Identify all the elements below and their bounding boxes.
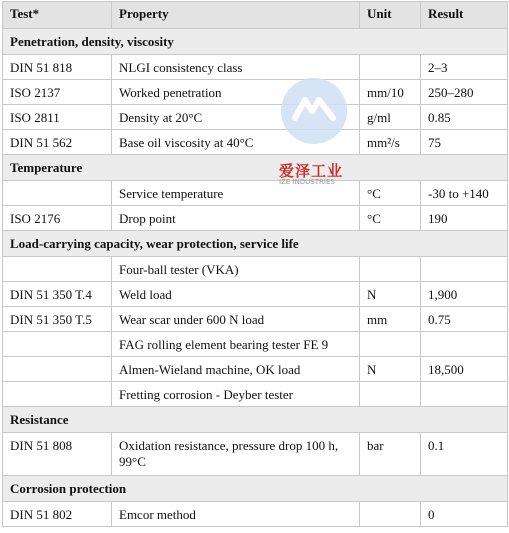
cell-test: ISO 2137: [3, 80, 112, 105]
watermark-subtext: IZE INDUSTRIES: [279, 178, 335, 186]
cell-test: ISO 2811: [3, 105, 112, 130]
table-row: [3, 357, 508, 382]
watermark-text: 爱泽工业: [279, 162, 344, 180]
section-row: [3, 231, 508, 257]
cell-result: 0: [421, 502, 508, 527]
table-header-row: [3, 2, 508, 29]
header-property: Property: [112, 2, 360, 29]
section-row: [3, 29, 508, 55]
cell-property: Density at 20°C: [112, 105, 360, 130]
cell-property: Almen-Wieland machine, OK load: [112, 357, 360, 382]
cell-unit: N: [360, 357, 421, 382]
cell-unit: °C: [360, 206, 421, 231]
header-test: Test*: [3, 2, 112, 29]
cell-result: 75: [421, 130, 508, 155]
table-row: [3, 332, 508, 357]
cell-result: 190: [421, 206, 508, 231]
table-row: [3, 55, 508, 80]
cell-unit: mm²/s: [360, 130, 421, 155]
cell-property: NLGI consistency class: [112, 55, 360, 80]
table-body: [3, 29, 508, 527]
cell-test: DIN 51 562: [3, 130, 112, 155]
section-title: Temperature: [3, 155, 508, 181]
cell-unit: mm/10: [360, 80, 421, 105]
table-row: [3, 181, 508, 206]
table-row: [3, 502, 508, 527]
table-row: [3, 130, 508, 155]
cell-property: Four-ball tester (VKA): [112, 257, 360, 282]
cell-unit: [360, 382, 421, 407]
cell-unit: mm: [360, 307, 421, 332]
cell-property: Fretting corrosion - Deyber tester: [112, 382, 360, 407]
cell-result: 0.75: [421, 307, 508, 332]
table-row: [3, 382, 508, 407]
cell-property: Worked penetration: [112, 80, 360, 105]
header-unit: Unit: [360, 2, 421, 29]
cell-result: 0.85: [421, 105, 508, 130]
cell-unit: [360, 55, 421, 80]
cell-unit: N: [360, 282, 421, 307]
cell-test: [3, 257, 112, 282]
cell-unit: g/ml: [360, 105, 421, 130]
cell-test: [3, 332, 112, 357]
grease-properties-table: [2, 1, 508, 527]
header-result: Result: [421, 2, 508, 29]
table-row: [3, 307, 508, 332]
cell-result: [421, 332, 508, 357]
cell-result: 1,900: [421, 282, 508, 307]
cell-unit: [360, 257, 421, 282]
section-row: [3, 407, 508, 433]
cell-test: [3, 382, 112, 407]
cell-test: DIN 51 350 T.4: [3, 282, 112, 307]
cell-test: DIN 51 802: [3, 502, 112, 527]
cell-property: Drop point: [112, 206, 360, 231]
cell-unit: bar: [360, 433, 421, 476]
cell-result: -30 to +140: [421, 181, 508, 206]
section-title: Load-carrying capacity, wear protection, service life: [3, 231, 508, 257]
section-title: Corrosion protection: [3, 476, 508, 502]
cell-result: [421, 257, 508, 282]
cell-result: 18,500: [421, 357, 508, 382]
cell-test: ISO 2176: [3, 206, 112, 231]
cell-property: FAG rolling element bearing tester FE 9: [112, 332, 360, 357]
cell-result: 0.1: [421, 433, 508, 476]
cell-result: [421, 382, 508, 407]
cell-property: Wear scar under 600 N load: [112, 307, 360, 332]
cell-property: Emcor method: [112, 502, 360, 527]
section-title: Penetration, density, viscosity: [3, 29, 508, 55]
table-row: [3, 206, 508, 231]
table-row: [3, 80, 508, 105]
table-row: [3, 282, 508, 307]
cell-test: [3, 181, 112, 206]
cell-test: DIN 51 808: [3, 433, 112, 476]
cell-property: Service temperature: [112, 181, 360, 206]
cell-test: DIN 51 818: [3, 55, 112, 80]
section-row: [3, 155, 508, 181]
cell-unit: °C: [360, 181, 421, 206]
table-row: [3, 257, 508, 282]
table-row: [3, 433, 508, 476]
table-row: [3, 105, 508, 130]
cell-result: 2–3: [421, 55, 508, 80]
cell-property: Oxidation resistance, pressure drop 100 h, 99°C: [112, 433, 360, 476]
cell-property: Base oil viscosity at 40°C: [112, 130, 360, 155]
cell-result: 250–280: [421, 80, 508, 105]
cell-property: Weld load: [112, 282, 360, 307]
cell-test: DIN 51 350 T.5: [3, 307, 112, 332]
cell-test: [3, 357, 112, 382]
cell-unit: [360, 332, 421, 357]
cell-unit: [360, 502, 421, 527]
section-row: [3, 476, 508, 502]
section-title: Resistance: [3, 407, 508, 433]
